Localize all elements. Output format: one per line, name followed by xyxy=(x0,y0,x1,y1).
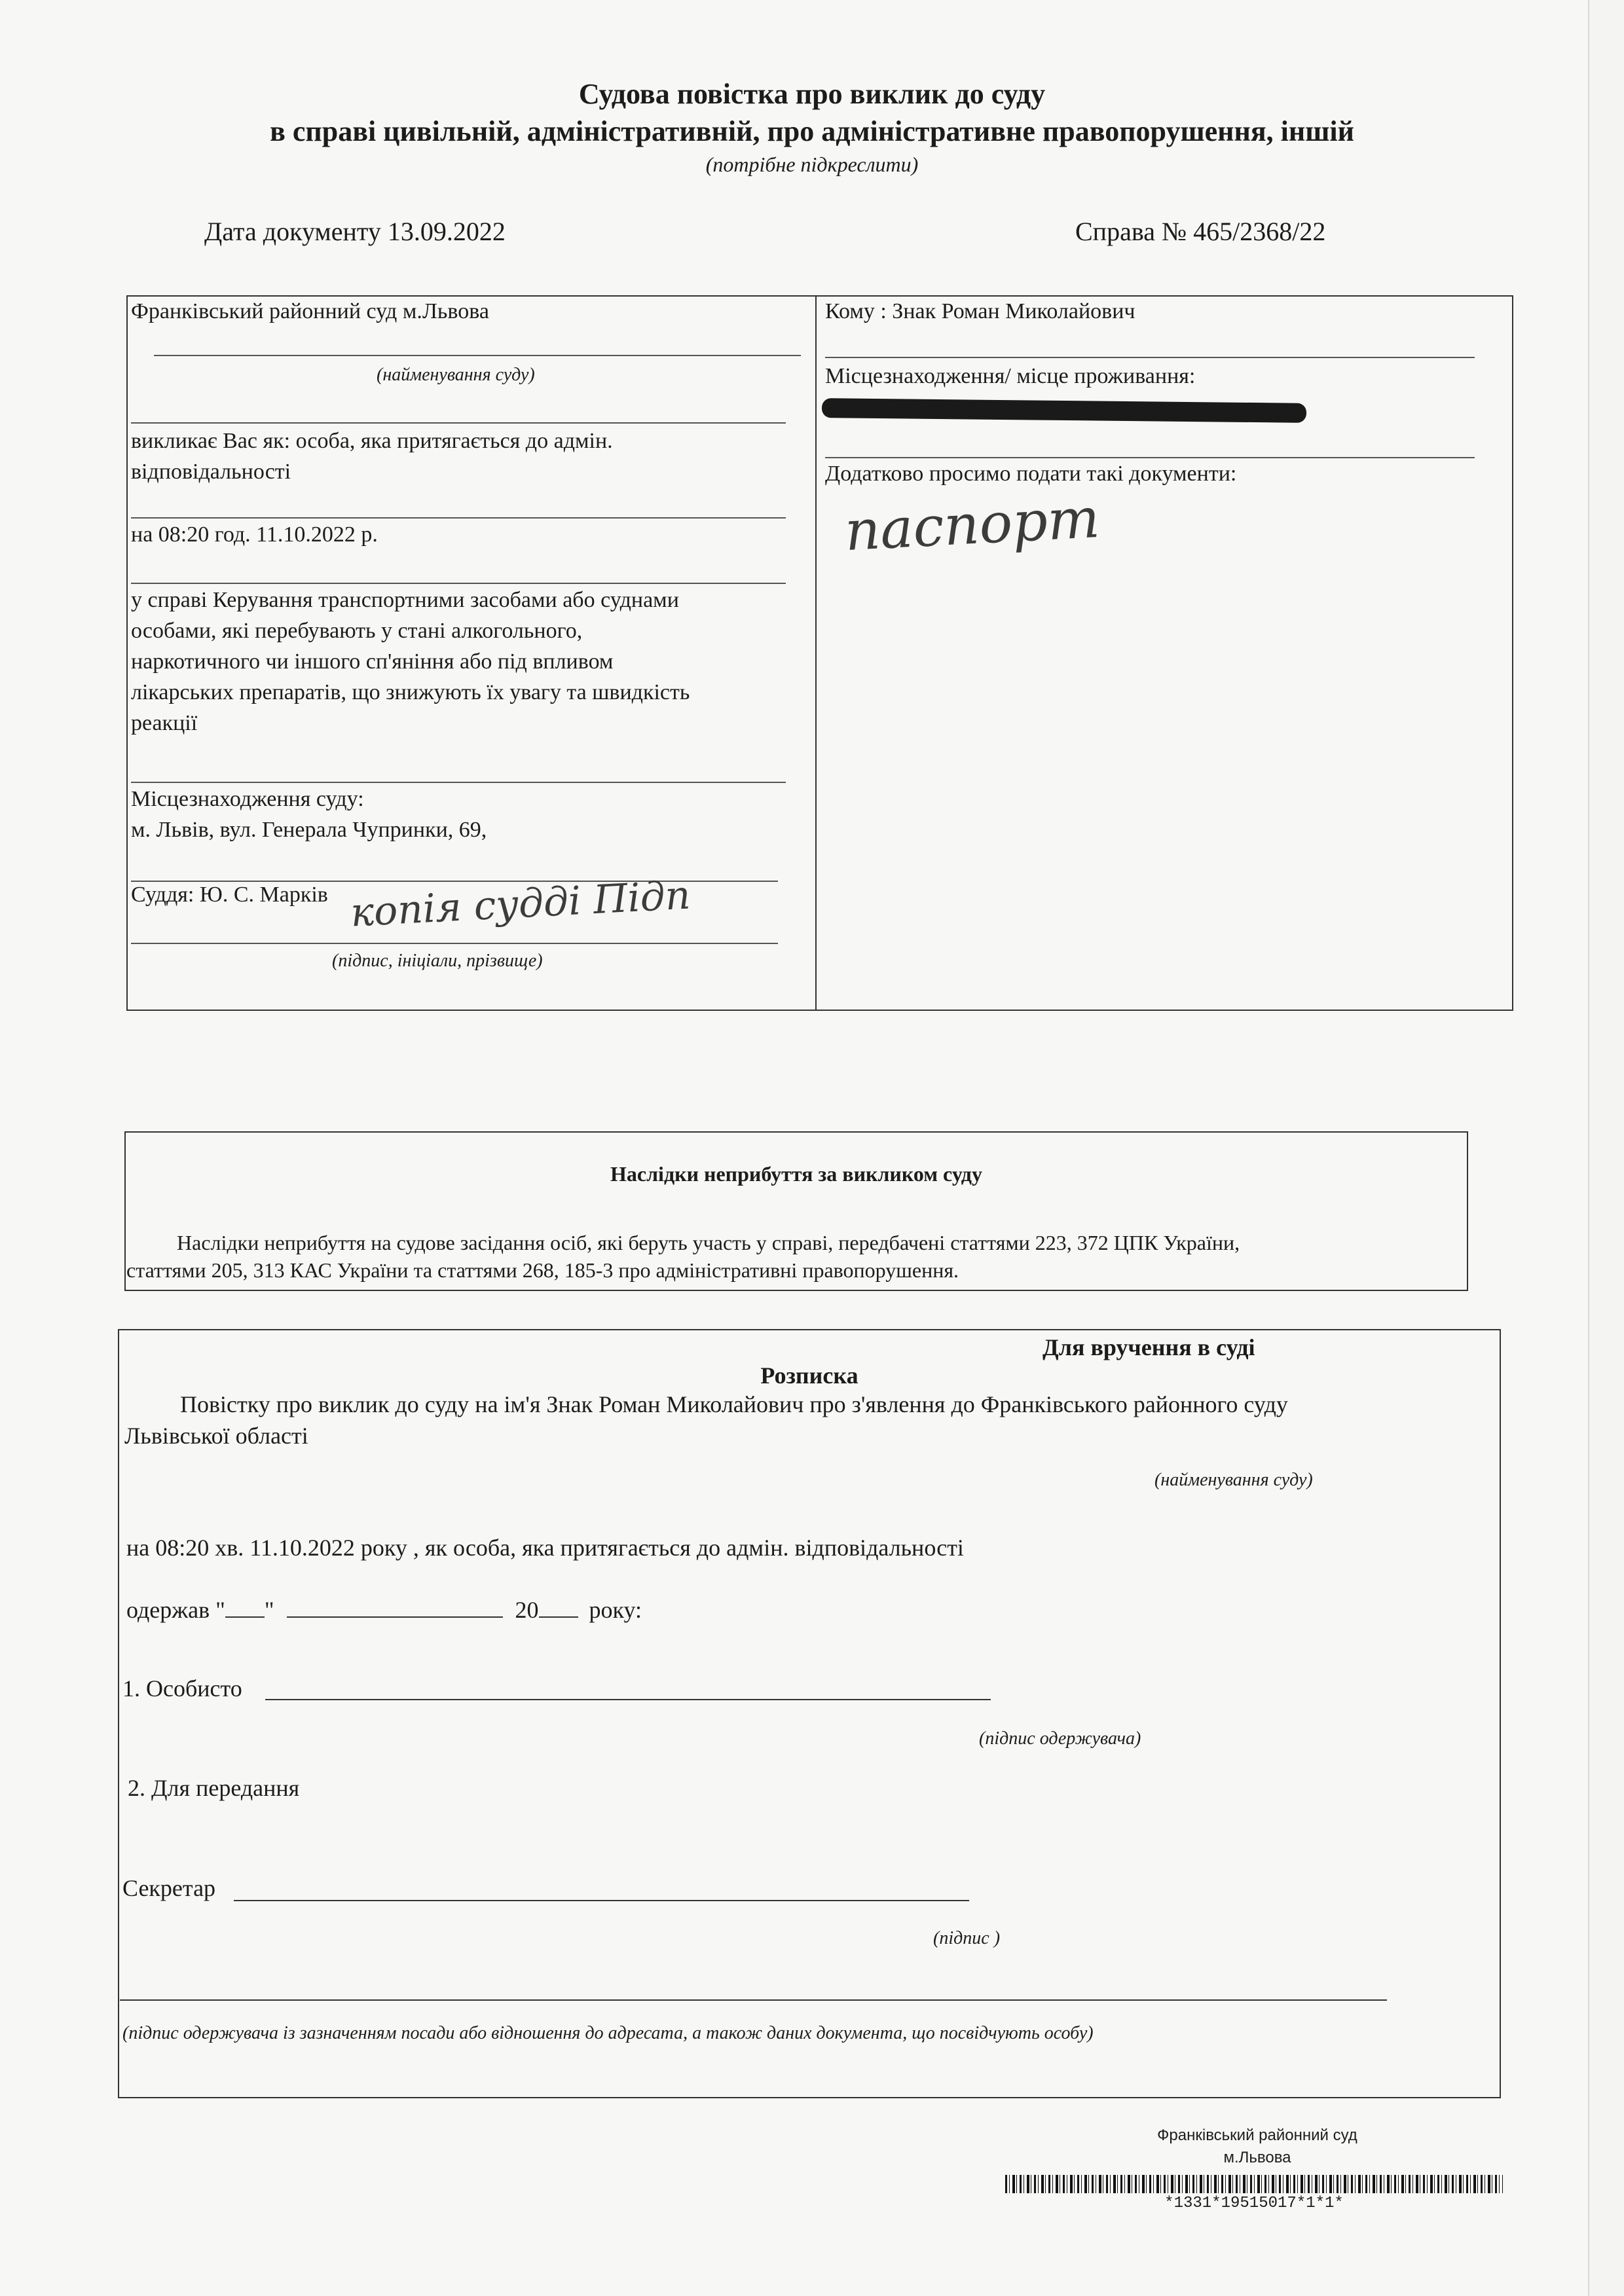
rule xyxy=(131,422,786,424)
secretary-signature-field[interactable] xyxy=(234,1879,969,1901)
case-line: лікарських препаратів, що знижують їх увагу та швидкість xyxy=(131,680,690,704)
rule xyxy=(131,517,786,519)
recipient-name: Кому : Знак Роман Миколайович xyxy=(825,299,1135,323)
rule xyxy=(825,357,1475,358)
received-day-field[interactable] xyxy=(225,1595,265,1618)
document-subtitle: в справі цивільній, адміністративній, про адміністративне правопорушення, іншій xyxy=(270,115,1354,147)
case-line: особами, які перебувають у стані алкогольного, xyxy=(131,619,583,643)
secretary-signature-caption: (підпис ) xyxy=(933,1928,1001,1948)
summon-as-cont: відповідальності xyxy=(131,460,291,484)
receipt-text: Повістку про виклик до суду на ім'я Знак Роман Миколайович про з'явлення до Франківського районного суду xyxy=(180,1391,1288,1417)
received-suffix: року: xyxy=(589,1597,642,1623)
recipient-details-line xyxy=(120,1999,1387,2001)
summon-as: викликає Вас як: особа, яка притягається до адмін. xyxy=(131,429,613,453)
underline-note: (потрібне підкреслити) xyxy=(705,153,919,176)
footer-court-city: м.Львова xyxy=(1223,2149,1291,2166)
received-month-field[interactable] xyxy=(287,1595,503,1618)
judge-signature: копія судді Підп xyxy=(349,872,692,936)
received-prefix: одержав " xyxy=(126,1597,225,1623)
case-number: Справа № 465/2368/22 xyxy=(1075,217,1326,246)
rule xyxy=(825,457,1475,458)
court-name-caption: (найменування суду) xyxy=(377,365,535,385)
for-court-label: Для вручення в суді xyxy=(1043,1334,1255,1360)
consequences-heading: Наслідки неприбуття за викликом суду xyxy=(610,1162,982,1186)
rule xyxy=(154,355,801,356)
received-year-prefix: 20 xyxy=(515,1597,539,1623)
personal-signature-field[interactable] xyxy=(265,1678,991,1700)
received-line xyxy=(126,1595,642,1624)
recipient-signature-caption: (підпис одержувача) xyxy=(979,1728,1141,1749)
consequences-line: статтями 205, 313 КАС України та статтями 268, 185-3 про адміністративні правопорушення. xyxy=(126,1258,959,1282)
extra-documents-label: Додатково просимо подати такі документи: xyxy=(825,462,1237,486)
barcode xyxy=(1005,2175,1503,2193)
judge-name: Суддя: Ю. С. Марків xyxy=(131,883,328,907)
residence-label: Місцезнаходження/ місце проживання: xyxy=(825,364,1196,388)
footer-court-name: Франківський районний суд xyxy=(1157,2126,1357,2144)
for-transfer-label: 2. Для передання xyxy=(128,1775,300,1801)
receipt-box xyxy=(118,1329,1501,2098)
case-line: у справі Керування транспортними засобами або суднами xyxy=(131,588,679,612)
consequences-line: Наслідки неприбуття на судове засідання осіб, які беруть участь у справі, передбачені статтями 223, 372 ЦПК України, xyxy=(177,1231,1240,1254)
judge-caption: (підпис, ініціали, прізвище) xyxy=(332,951,543,971)
received-year-field[interactable] xyxy=(539,1595,578,1618)
court-name: Франківський районний суд м.Львова xyxy=(131,299,489,323)
document-date: Дата документу 13.09.2022 xyxy=(204,217,506,246)
court-location-label: Місцезнаходження суду: xyxy=(131,787,364,811)
rule xyxy=(131,782,786,783)
court-location: м. Львів, вул. Генерала Чупринки, 69, xyxy=(131,818,487,842)
recipient-details-caption: (підпис одержувача із зазначенням посади або відношення до адресата, а також даних документа, що посвідчують особу) xyxy=(122,2023,1094,2043)
receipt-text-cont: Львівської області xyxy=(124,1423,308,1449)
document-title: Судова повістка про виклик до суду xyxy=(578,78,1046,110)
receipt-heading: Розписка xyxy=(760,1362,858,1389)
extra-documents-handwriting: паспорт xyxy=(843,485,1101,564)
rule xyxy=(131,943,778,944)
personally-label: 1. Особисто xyxy=(122,1675,242,1702)
court-caption: (найменування суду) xyxy=(1154,1470,1313,1490)
hearing-time: на 08:20 год. 11.10.2022 р. xyxy=(131,522,378,547)
column-divider xyxy=(815,295,817,1011)
secretary-label: Секретар xyxy=(122,1875,216,1901)
case-line: наркотичного чи іншого сп'яніння або під впливом xyxy=(131,649,614,674)
barcode-text: *1331*19515017*1*1* xyxy=(1164,2195,1344,2212)
case-line: реакції xyxy=(131,711,198,735)
rule xyxy=(131,583,786,584)
receipt-time: на 08:20 хв. 11.10.2022 року , як особа, яка притягається до адмін. відповідальності xyxy=(126,1535,964,1561)
received-quote: " xyxy=(264,1597,274,1623)
